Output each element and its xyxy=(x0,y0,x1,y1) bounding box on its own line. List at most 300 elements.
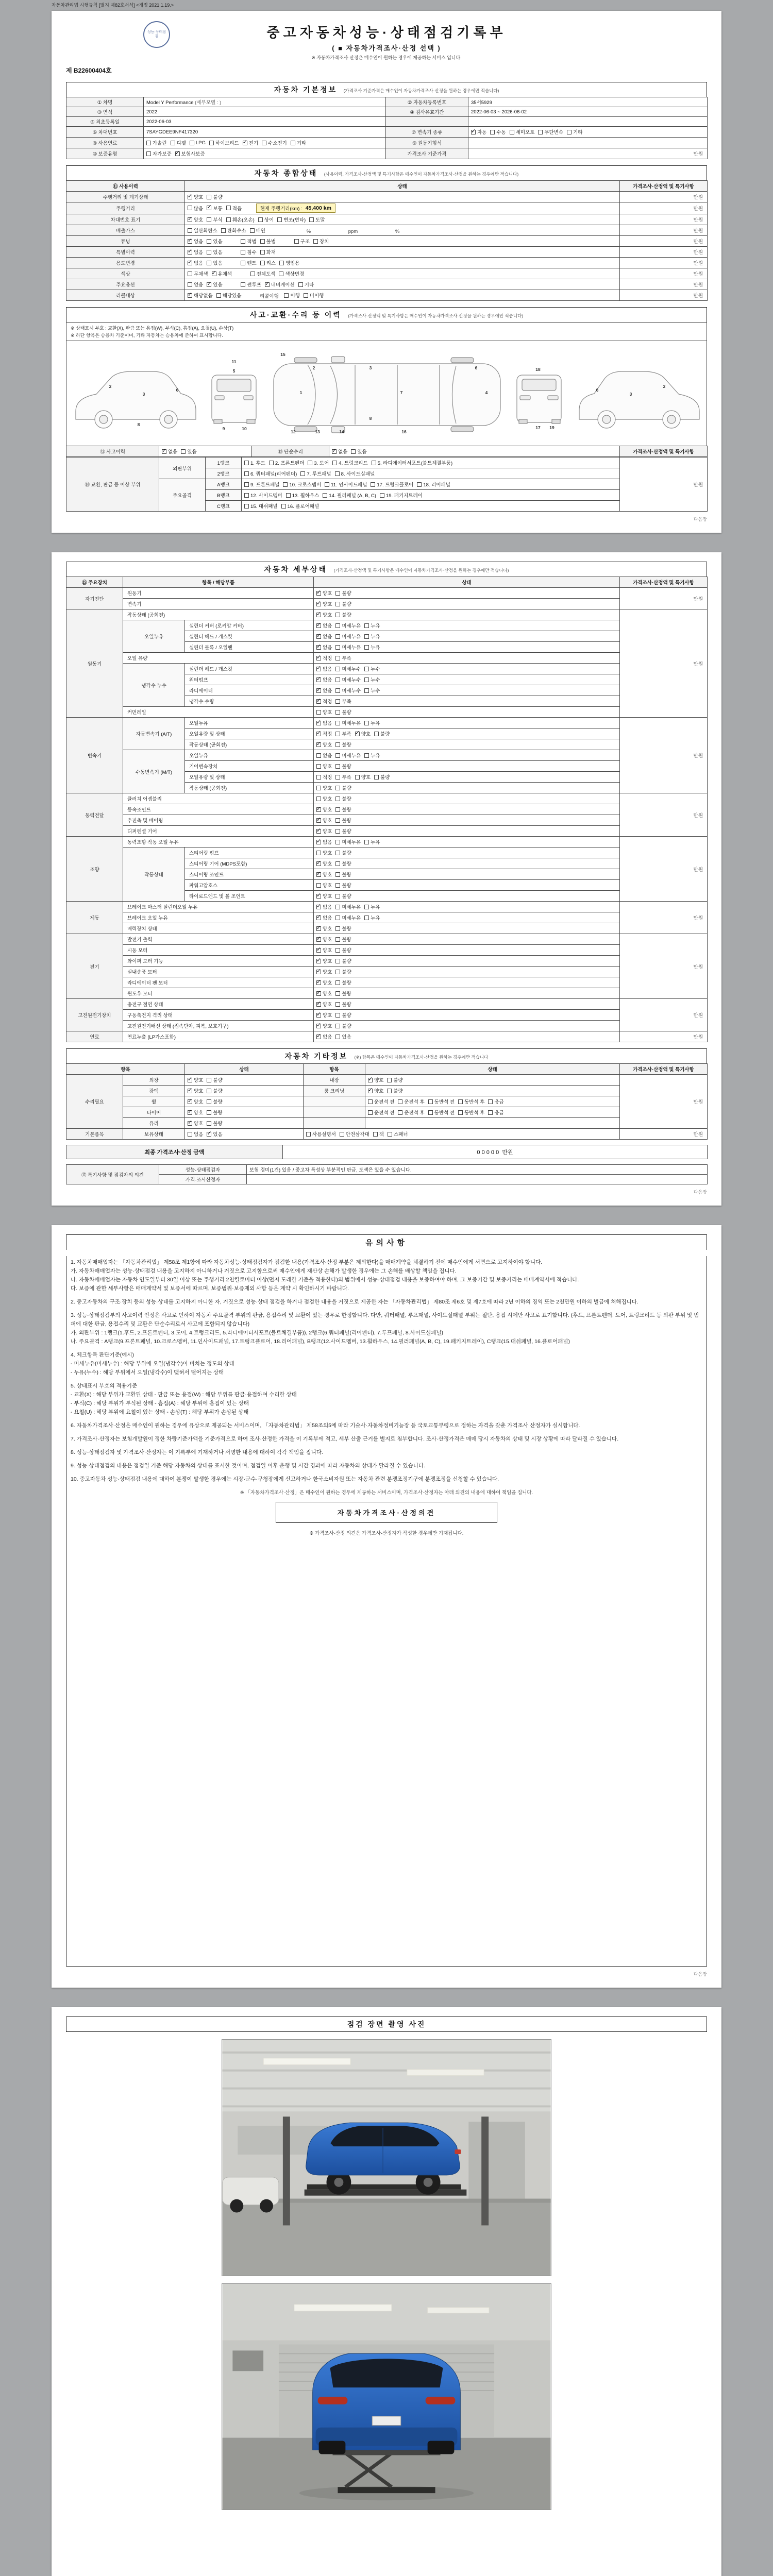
checkbox-unchecked[interactable] xyxy=(250,227,265,234)
field-label: 가격조사 기준가격 xyxy=(386,148,468,159)
checkbox-unchecked[interactable] xyxy=(538,128,563,135)
item-label: 윈도우 모터 xyxy=(123,988,314,999)
checkbox-label: 운전석 전 xyxy=(374,1110,395,1116)
checkbox-unchecked[interactable] xyxy=(260,259,276,266)
checkbox-checked[interactable] xyxy=(188,259,203,266)
checkbox-checked[interactable] xyxy=(316,1011,332,1019)
checkbox-unchecked[interactable] xyxy=(207,193,222,200)
checkbox-unchecked[interactable] xyxy=(226,205,242,212)
checkbox-checked[interactable] xyxy=(316,979,332,986)
checkbox-unchecked[interactable] xyxy=(304,292,324,299)
checkbox-unchecked[interactable] xyxy=(146,150,172,157)
checkbox-unchecked[interactable] xyxy=(335,925,351,932)
checkbox-label: 미세누유 xyxy=(342,753,361,759)
state-checks xyxy=(314,988,620,999)
checkbox-unchecked[interactable] xyxy=(335,773,351,781)
checkbox-unchecked[interactable] xyxy=(207,1076,222,1083)
checkbox-unchecked[interactable] xyxy=(371,481,413,488)
checkbox-unchecked[interactable] xyxy=(207,238,222,245)
state-checks xyxy=(185,214,620,225)
field-value: 2022 xyxy=(144,107,386,117)
checkbox-icon xyxy=(335,602,340,606)
checkbox-unchecked[interactable] xyxy=(374,773,390,781)
checkbox-unchecked[interactable] xyxy=(335,622,361,629)
checkbox-unchecked[interactable] xyxy=(458,1098,484,1105)
checkbox-unchecked[interactable] xyxy=(260,248,276,256)
checkbox-label: 구조 xyxy=(300,239,310,245)
checkbox-checked[interactable] xyxy=(316,903,332,910)
checkbox-unchecked[interactable] xyxy=(171,139,186,146)
checkbox-checked[interactable] xyxy=(316,687,332,694)
table-row xyxy=(66,1165,708,1175)
checkbox-unchecked[interactable] xyxy=(335,795,351,802)
checkbox-unchecked[interactable] xyxy=(277,216,306,223)
checkbox-checked[interactable] xyxy=(188,1098,203,1105)
state-checks xyxy=(314,999,620,1010)
checkbox-label: 양호 xyxy=(323,591,332,597)
checkbox-unchecked[interactable] xyxy=(335,589,351,597)
checkbox-unchecked[interactable] xyxy=(355,773,371,781)
checkbox-label: 불량 xyxy=(342,807,351,813)
checkbox-unchecked[interactable] xyxy=(364,838,380,845)
checkbox-unchecked[interactable] xyxy=(335,936,351,943)
checkbox-unchecked[interactable] xyxy=(335,752,361,759)
checkbox-unchecked[interactable] xyxy=(364,676,380,683)
checkbox-unchecked[interactable] xyxy=(283,481,321,488)
checkbox-label: 13. 휠하우스 xyxy=(292,493,320,499)
checkbox-label: 가솔린 xyxy=(153,141,167,146)
checkbox-checked[interactable] xyxy=(188,292,213,299)
checkbox-unchecked[interactable] xyxy=(244,470,297,477)
checkbox-checked[interactable] xyxy=(188,238,203,245)
checkbox-checked[interactable] xyxy=(207,205,222,212)
checkbox-checked[interactable] xyxy=(316,676,332,683)
checkbox-checked[interactable] xyxy=(316,806,332,813)
checkbox-checked[interactable] xyxy=(316,892,332,900)
checkbox-unchecked[interactable] xyxy=(364,719,380,726)
checkbox-label: 불량 xyxy=(342,883,351,889)
checkbox-unchecked[interactable] xyxy=(335,903,361,910)
checkbox-checked[interactable] xyxy=(316,589,332,597)
checkbox-unchecked[interactable] xyxy=(340,1130,369,1138)
checkbox-unchecked[interactable] xyxy=(181,448,196,455)
checkbox-unchecked[interactable] xyxy=(241,248,256,256)
checkbox-unchecked[interactable] xyxy=(335,806,351,813)
checkbox-unchecked[interactable] xyxy=(368,1109,394,1116)
checkbox-unchecked[interactable] xyxy=(226,216,255,223)
sub-group-label: 자동변속기 (A/T) xyxy=(123,718,185,750)
checkbox-unchecked[interactable] xyxy=(368,1098,394,1105)
simple-repair-label: ⑬ 단순수리 xyxy=(252,446,329,457)
field-label: ⑩ 보증유형 xyxy=(66,148,144,159)
checkbox-checked[interactable] xyxy=(316,633,332,640)
checkbox-checked[interactable] xyxy=(243,139,258,146)
checkbox-label: 많음 xyxy=(194,206,204,212)
checkbox-label: 상이 xyxy=(264,217,274,223)
checkbox-label: 불량 xyxy=(342,710,351,716)
checkbox-unchecked[interactable] xyxy=(316,708,332,716)
recall-sub-label: 리콜이행 xyxy=(260,293,279,299)
checkbox-unchecked[interactable] xyxy=(262,139,287,146)
checkbox-checked[interactable] xyxy=(316,600,332,607)
checkbox-unchecked[interactable] xyxy=(241,281,261,288)
checkbox-icon xyxy=(188,195,192,199)
checkbox-unchecked[interactable] xyxy=(335,470,375,477)
checkbox-unchecked[interactable] xyxy=(488,1109,503,1116)
checkbox-checked[interactable] xyxy=(316,946,332,954)
checkbox-checked[interactable] xyxy=(188,248,203,256)
checkbox-unchecked[interactable] xyxy=(335,827,351,835)
checkbox-unchecked[interactable] xyxy=(488,1098,503,1105)
checkbox-checked[interactable] xyxy=(316,1001,332,1008)
document-header xyxy=(66,20,707,62)
checkbox-unchecked[interactable] xyxy=(510,128,535,135)
checkbox-label: 양호 xyxy=(323,829,332,835)
checkbox-unchecked[interactable] xyxy=(335,687,361,694)
checkbox-unchecked[interactable] xyxy=(364,622,380,629)
checkbox-label: 미세누유 xyxy=(342,645,361,651)
checkbox-unchecked[interactable] xyxy=(335,784,351,791)
checkbox-unchecked[interactable] xyxy=(374,730,390,737)
checkbox-unchecked[interactable] xyxy=(335,762,351,770)
checkbox-checked[interactable] xyxy=(316,1022,332,1029)
checkbox-unchecked[interactable] xyxy=(335,708,351,716)
checkbox-unchecked[interactable] xyxy=(335,1033,351,1040)
checkbox-unchecked[interactable] xyxy=(308,459,329,466)
checkbox-unchecked[interactable] xyxy=(316,752,332,759)
checkbox-checked[interactable] xyxy=(188,1109,203,1116)
checkbox-checked[interactable] xyxy=(368,1076,383,1083)
checkbox-unchecked[interactable] xyxy=(380,492,423,499)
checkbox-unchecked[interactable] xyxy=(417,481,450,488)
checkbox-unchecked[interactable] xyxy=(284,292,299,299)
checkbox-checked[interactable] xyxy=(207,281,222,288)
state-checks xyxy=(314,1031,620,1042)
checkbox-unchecked[interactable] xyxy=(428,1109,455,1116)
checkbox-checked[interactable] xyxy=(316,925,332,932)
checkbox-unchecked[interactable] xyxy=(207,259,222,266)
checkbox-icon xyxy=(316,1035,321,1039)
checkbox-icon xyxy=(458,1099,463,1104)
checkbox-unchecked[interactable] xyxy=(188,205,203,212)
checkbox-checked[interactable] xyxy=(316,914,332,921)
checkbox-unchecked[interactable] xyxy=(458,1109,484,1116)
section-etc-header xyxy=(66,1048,707,1063)
checkbox-icon xyxy=(241,261,245,265)
checkbox-unchecked[interactable] xyxy=(335,633,361,640)
checkbox-label: 양호 xyxy=(194,1078,204,1083)
checkbox-icon xyxy=(260,250,265,255)
checkbox-label: 8. 사이드실패널 xyxy=(341,471,375,477)
checkbox-unchecked[interactable] xyxy=(387,1076,402,1083)
checkbox-checked[interactable] xyxy=(316,698,332,705)
checkbox-unchecked[interactable] xyxy=(335,611,351,618)
checkbox-unchecked[interactable] xyxy=(335,654,351,662)
checkbox-unchecked[interactable] xyxy=(209,139,239,146)
checkbox-unchecked[interactable] xyxy=(316,795,332,802)
checkbox-checked[interactable] xyxy=(316,611,332,618)
checkbox-unchecked[interactable] xyxy=(316,784,332,791)
checkbox-unchecked[interactable] xyxy=(188,281,203,288)
checkbox-checked[interactable] xyxy=(316,817,332,824)
checkbox-checked[interactable] xyxy=(316,838,332,845)
checkbox-checked[interactable] xyxy=(316,990,332,997)
checkbox-unchecked[interactable] xyxy=(335,979,351,986)
checkbox-checked[interactable] xyxy=(471,128,486,135)
checkbox-checked[interactable] xyxy=(188,193,203,200)
checkbox-icon xyxy=(335,894,340,899)
checkbox-unchecked[interactable] xyxy=(190,140,206,146)
checkbox-icon xyxy=(364,645,369,650)
checkbox-unchecked[interactable] xyxy=(364,687,380,694)
checkbox-label: 없음 xyxy=(194,239,204,245)
checkbox-unchecked[interactable] xyxy=(146,139,167,146)
checkbox-unchecked[interactable] xyxy=(207,1109,222,1116)
checkbox-unchecked[interactable] xyxy=(364,643,380,651)
gas-unit: % xyxy=(395,228,400,234)
checkbox-unchecked[interactable] xyxy=(207,248,222,256)
checkbox-unchecked[interactable] xyxy=(279,270,304,277)
checkbox-unchecked[interactable] xyxy=(388,1130,408,1138)
checkbox-unchecked[interactable] xyxy=(244,459,265,466)
checkbox-unchecked[interactable] xyxy=(335,1001,351,1008)
accident-history-label: ⑫ 사고이력 xyxy=(66,446,159,457)
checkbox-checked[interactable] xyxy=(316,827,332,835)
checkbox-icon xyxy=(216,293,221,298)
checkbox-unchecked[interactable] xyxy=(373,1130,384,1138)
checkbox-unchecked[interactable] xyxy=(250,270,276,277)
checkbox-unchecked[interactable] xyxy=(188,227,217,234)
checkbox-label: 미세누유 xyxy=(342,840,361,845)
checkbox-unchecked[interactable] xyxy=(241,259,256,266)
table-row xyxy=(66,588,708,599)
checkbox-unchecked[interactable] xyxy=(269,459,304,466)
checkbox-unchecked[interactable] xyxy=(364,914,380,921)
rank-label: B랭크 xyxy=(206,490,242,501)
checkbox-unchecked[interactable] xyxy=(316,762,332,770)
checkbox-unchecked[interactable] xyxy=(244,492,282,499)
checkbox-unchecked[interactable] xyxy=(364,665,380,672)
checkbox-checked[interactable] xyxy=(212,270,232,277)
checkbox-checked[interactable] xyxy=(316,643,332,651)
checkbox-unchecked[interactable] xyxy=(335,719,361,726)
checkbox-unchecked[interactable] xyxy=(207,216,222,223)
checkbox-unchecked[interactable] xyxy=(188,1130,203,1138)
state-checks xyxy=(314,934,620,945)
checkbox-label: 양호 xyxy=(323,991,332,997)
checkbox-unchecked[interactable] xyxy=(335,698,351,705)
checkbox-unchecked[interactable] xyxy=(335,1011,351,1019)
table-row xyxy=(66,837,708,848)
checkbox-icon xyxy=(309,217,314,222)
checkbox-label: 이행 xyxy=(290,293,300,299)
checkbox-icon xyxy=(335,645,340,650)
checkbox-icon xyxy=(207,217,211,222)
checkbox-icon xyxy=(335,872,340,877)
checkbox-checked[interactable] xyxy=(316,730,332,737)
checkbox-label: 부족 xyxy=(342,732,351,737)
section-note: (가격조사·산정액 및 특기사항은 매수인이 자동차가격조사·산정을 원하는 경우에만 적습니다) xyxy=(333,568,509,573)
checkbox-checked[interactable] xyxy=(316,957,332,964)
checkbox-unchecked[interactable] xyxy=(335,860,351,867)
checkbox-checked[interactable] xyxy=(316,968,332,975)
checkbox-label: 불량 xyxy=(342,980,351,986)
checkbox-icon xyxy=(316,688,321,693)
checkbox-checked[interactable] xyxy=(316,860,332,867)
checkbox-unchecked[interactable] xyxy=(398,1098,424,1105)
diagram-part-number: 8 xyxy=(137,422,140,427)
checkbox-unchecked[interactable] xyxy=(298,281,314,288)
checkbox-unchecked[interactable] xyxy=(387,1087,402,1094)
checkbox-unchecked[interactable] xyxy=(490,128,506,135)
checkbox-icon xyxy=(244,461,249,465)
checkbox-checked[interactable] xyxy=(316,741,332,748)
checkbox-label: 미이행 xyxy=(309,293,324,299)
checkbox-checked[interactable] xyxy=(316,1033,332,1040)
checkbox-icon xyxy=(146,151,151,156)
checkbox-checked[interactable] xyxy=(175,150,205,157)
checkbox-unchecked[interactable] xyxy=(260,238,276,245)
checkbox-unchecked[interactable] xyxy=(286,492,320,499)
appraiser-role-label: 가격·조사산정자 xyxy=(159,1175,247,1184)
checkbox-checked[interactable] xyxy=(316,622,332,629)
checkbox-checked[interactable] xyxy=(316,719,332,726)
checkbox-unchecked[interactable] xyxy=(335,990,351,997)
checkbox-unchecked[interactable] xyxy=(335,914,361,921)
checkbox-unchecked[interactable] xyxy=(364,633,380,640)
checkbox-unchecked[interactable] xyxy=(309,216,325,223)
diagram-part-number: 14 xyxy=(339,429,344,434)
checkbox-unchecked[interactable] xyxy=(398,1109,424,1116)
checkbox-icon xyxy=(241,282,245,287)
checkbox-unchecked[interactable] xyxy=(335,838,361,845)
checkbox-unchecked[interactable] xyxy=(258,216,274,223)
checkbox-label: 잭 xyxy=(379,1132,384,1138)
checkbox-icon xyxy=(207,261,211,265)
checkbox-checked[interactable] xyxy=(265,281,295,288)
checkbox-label: 응급 xyxy=(494,1110,504,1116)
checkbox-checked[interactable] xyxy=(355,730,371,737)
checkbox-unchecked[interactable] xyxy=(244,502,278,510)
price-cell: 만원 xyxy=(620,999,708,1031)
checkbox-unchecked[interactable] xyxy=(316,882,332,889)
checkbox-unchecked[interactable] xyxy=(335,1022,351,1029)
checkbox-unchecked[interactable] xyxy=(335,871,351,878)
checkbox-unchecked[interactable] xyxy=(216,292,242,299)
checkbox-unchecked[interactable] xyxy=(335,643,361,651)
checkbox-checked[interactable] xyxy=(162,448,177,455)
checkbox-icon xyxy=(335,753,340,758)
checkbox-checked[interactable] xyxy=(368,1087,383,1094)
checkbox-unchecked[interactable] xyxy=(335,600,351,607)
checkbox-unchecked[interactable] xyxy=(316,773,332,781)
checkbox-checked[interactable] xyxy=(188,1076,203,1083)
checkbox-icon xyxy=(335,471,340,476)
checkbox-label: 4. 트렁크리드 xyxy=(339,461,368,466)
checkbox-unchecked[interactable] xyxy=(335,968,351,975)
checkbox-unchecked[interactable] xyxy=(335,882,351,889)
checkbox-label: 적정 xyxy=(323,656,332,662)
checkbox-unchecked[interactable] xyxy=(279,259,300,266)
checkbox-unchecked[interactable] xyxy=(364,903,380,910)
checkbox-unchecked[interactable] xyxy=(325,481,367,488)
checkbox-unchecked[interactable] xyxy=(335,946,351,954)
checkbox-unchecked[interactable] xyxy=(188,270,208,277)
device-label: 자기진단 xyxy=(66,588,123,609)
accident-history-table xyxy=(66,446,708,457)
checkbox-unchecked[interactable] xyxy=(291,139,306,146)
checkbox-unchecked[interactable] xyxy=(244,481,279,488)
checkbox-checked[interactable] xyxy=(188,1120,203,1127)
rank-label: 2랭크 xyxy=(206,468,242,479)
checkbox-unchecked[interactable] xyxy=(221,227,246,234)
checkbox-label: 불량 xyxy=(342,948,351,954)
checkbox-label: 없음 xyxy=(323,905,332,910)
checkbox-unchecked[interactable] xyxy=(316,849,332,856)
checkbox-unchecked[interactable] xyxy=(323,492,376,499)
checkbox-label: 동반석 후 xyxy=(464,1099,485,1105)
checkbox-label: 양호 xyxy=(194,217,204,223)
field-label: ② 자동차등록번호 xyxy=(386,97,468,107)
checkbox-unchecked[interactable] xyxy=(428,1098,455,1105)
item-label: 시동 모터 xyxy=(123,945,314,956)
price-cell: 만원 xyxy=(620,902,708,934)
checkbox-unchecked[interactable] xyxy=(294,238,310,245)
checkbox-icon xyxy=(188,228,192,233)
checkbox-unchecked[interactable] xyxy=(335,676,361,683)
row-label: 차대번호 표기 xyxy=(66,214,185,225)
checkbox-unchecked[interactable] xyxy=(332,459,367,466)
checkbox-icon xyxy=(335,796,340,801)
checkbox-checked[interactable] xyxy=(316,936,332,943)
column-header: 상태 xyxy=(314,577,620,588)
checkbox-checked[interactable] xyxy=(332,448,347,455)
checkbox-unchecked[interactable] xyxy=(567,128,582,135)
checkbox-icon xyxy=(374,775,379,779)
item-label: 실린더 헤드 / 개스킷 xyxy=(185,664,314,674)
checkbox-checked[interactable] xyxy=(316,654,332,662)
checkbox-unchecked[interactable] xyxy=(335,741,351,748)
checkbox-label: 없음 xyxy=(194,1132,204,1138)
checkbox-unchecked[interactable] xyxy=(207,1098,222,1105)
checkbox-checked[interactable] xyxy=(316,665,332,672)
checkbox-unchecked[interactable] xyxy=(281,502,320,510)
checkbox-unchecked[interactable] xyxy=(241,238,256,245)
checkbox-unchecked[interactable] xyxy=(313,238,329,245)
checkbox-label: 양호 xyxy=(323,1002,332,1008)
checkbox-unchecked[interactable] xyxy=(335,665,361,672)
checkbox-checked[interactable] xyxy=(188,216,203,223)
checkbox-unchecked[interactable] xyxy=(335,892,351,900)
checkbox-unchecked[interactable] xyxy=(306,1130,336,1138)
checkbox-unchecked[interactable] xyxy=(364,752,380,759)
checkbox-checked[interactable] xyxy=(207,1130,222,1138)
checkbox-unchecked[interactable] xyxy=(335,849,351,856)
checkbox-unchecked[interactable] xyxy=(300,470,331,477)
checkbox-unchecked[interactable] xyxy=(335,730,351,737)
checkbox-unchecked[interactable] xyxy=(207,1087,222,1094)
checkbox-icon xyxy=(258,217,263,222)
checkbox-checked[interactable] xyxy=(316,871,332,878)
checkbox-unchecked[interactable] xyxy=(372,459,452,466)
form-reference-note: 자동차관리법 시행규칙 [별지 제82호서식] <개정 2021.1.19.> xyxy=(52,3,174,8)
checkbox-unchecked[interactable] xyxy=(335,957,351,964)
checkbox-unchecked[interactable] xyxy=(351,448,366,455)
checkbox-unchecked[interactable] xyxy=(207,1120,222,1127)
checkbox-checked[interactable] xyxy=(188,1087,203,1094)
checkbox-unchecked[interactable] xyxy=(335,817,351,824)
state-checks xyxy=(185,1129,304,1140)
